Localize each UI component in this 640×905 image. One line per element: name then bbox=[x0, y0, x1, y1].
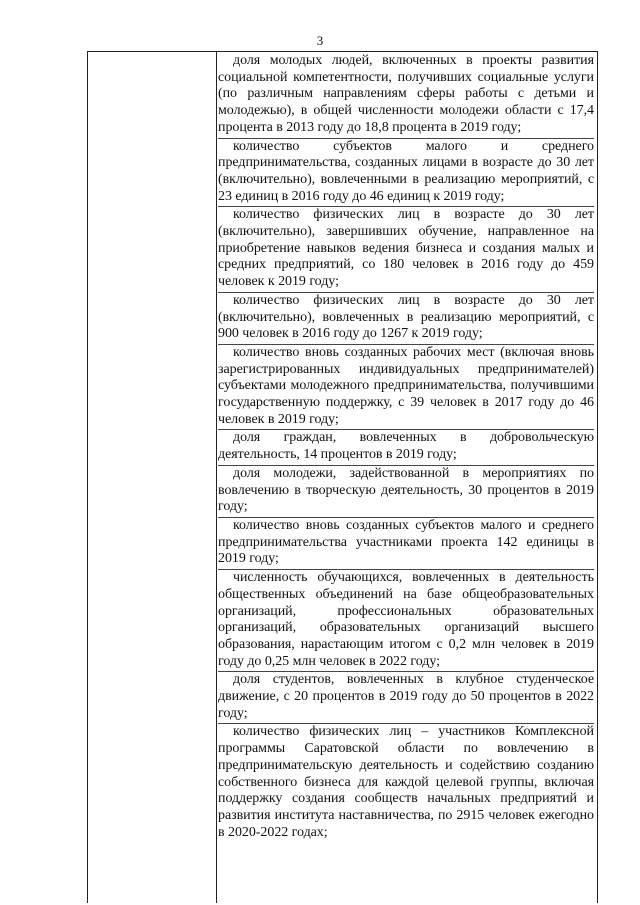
indicator-paragraph: количество физических лиц в возрасте до 30 лет (включительно), вовлеченных в реализацию мероприятий, с 900 человек в 2016 году до 1267 к 2019 году; bbox=[218, 293, 594, 345]
page-number: 3 bbox=[316, 33, 324, 48]
column-divider bbox=[216, 51, 217, 903]
indicator-paragraph: доля студентов, вовлеченных в клубное студенческое движение, с 20 процентов в 2019 году до 50 процентов в 2022 году; bbox=[218, 672, 594, 724]
indicator-paragraph: количество вновь созданных рабочих мест (включая вновь зарегистрированных индивидуальных предпринимателей) субъектами молодежного предпринимательства, получившими государственную поддержку, с 39 человек в 2017 году до 46 человек в 2019 году; bbox=[218, 345, 594, 431]
indicator-paragraph: количество физических лиц – участников Комплексной программы Саратовской области по вовлечению в предпринимательскую деятельность и содействию созданию собственного бизнеса для каждой целевой группы, включая поддержку создания сообществ начальных предприятий и развития института наставничества, по 2915 человек ежегодно в 2020-2022 годах; bbox=[218, 724, 594, 840]
indicator-paragraph: доля граждан, вовлеченных в добровольческую деятельность, 14 процентов в 2019 году; bbox=[218, 430, 594, 465]
indicator-paragraph: количество субъектов малого и среднего предпринимательства, созданных лицами в возрасте до 30 лет (включительно), вовлеченными в реализацию мероприятий, с 23 единиц в 2016 году до 46 единиц к 2019 году; bbox=[218, 139, 594, 208]
indicator-paragraph: численность обучающихся, вовлеченных в деятельность общественных объединений на базе общеобразовательных организаций, профессиональных образовательных организаций, образовательных организаций высшего образования, нарастающим итогом с 0,2 млн человек в 2019 году до 0,25 млн человек в 2022 году; bbox=[218, 570, 594, 672]
indicator-paragraph: количество вновь созданных субъектов малого и среднего предпринимательства участниками проекта 142 единицы в 2019 году; bbox=[218, 518, 594, 570]
table-cell-content bbox=[218, 53, 594, 842]
indicator-paragraph: доля молодежи, задействованной в мероприятиях по вовлечению в творческую деятельность, 30 процентов в 2019 году; bbox=[218, 466, 594, 518]
indicator-paragraph: доля молодых людей, включенных в проекты развития социальной компетентности, получивших социальные услуги (по различным направлениям сферы работы с детьми и молодежью), в общей численности молодежи области с 17,4 процента в 2013 году до 18,8 процента в 2019 году; bbox=[218, 53, 594, 139]
indicator-paragraph: количество физических лиц в возрасте до 30 лет (включительно), завершивших обучение, направленное на приобретение навыков ведения бизнеса и создания малых и средних предприятий, со 180 человек в 2016 году до 459 человек к 2019 году; bbox=[218, 207, 594, 293]
